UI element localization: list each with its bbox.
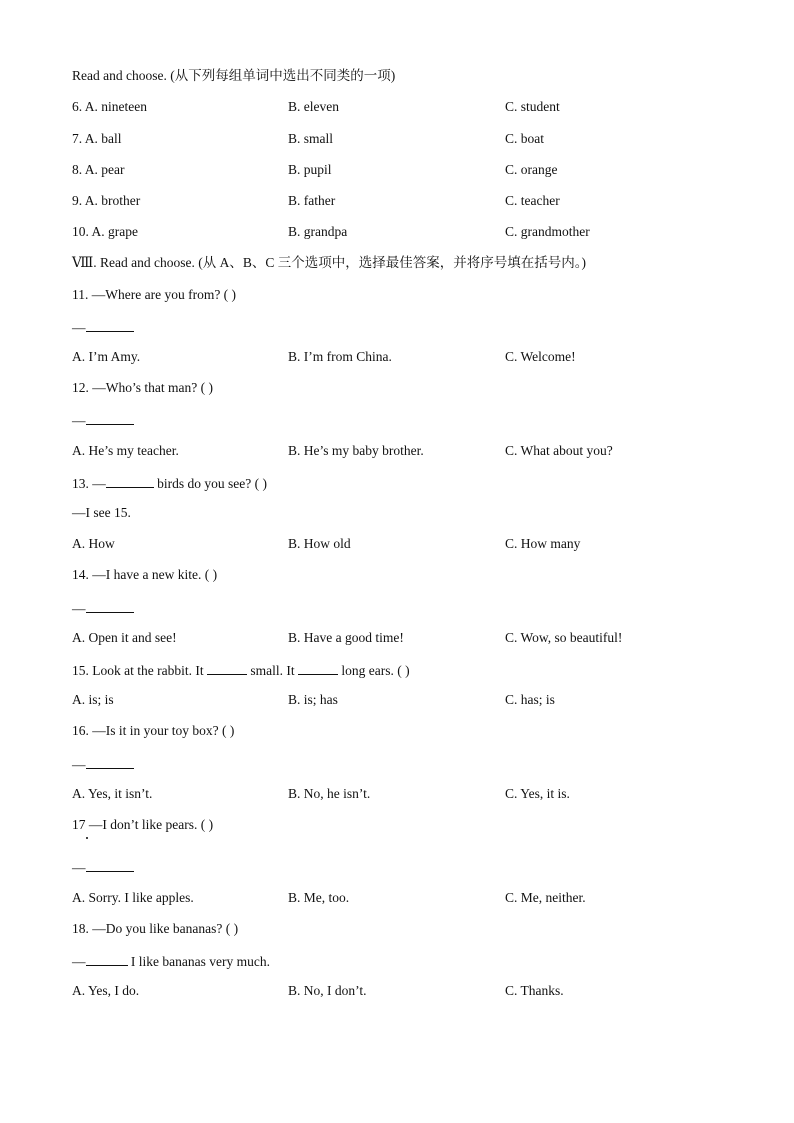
q15-option-b: B. is; has	[288, 692, 338, 707]
q7-option-b: B. small	[288, 131, 334, 146]
q11-option-c: C. Welcome!	[505, 349, 576, 364]
q13-answer-blank[interactable]	[106, 473, 154, 488]
q10-option-c: C. grandmother	[505, 224, 590, 239]
q15-blank-1[interactable]	[207, 660, 247, 675]
question-14-options	[0, 629, 794, 647]
q12-stem: 12. —Who’s that man? ( )	[72, 380, 213, 395]
q18-option-b: B. No, I don’t.	[288, 983, 367, 998]
q14-option-b: B. Have a good time!	[288, 630, 404, 645]
q15-stem	[72, 660, 410, 680]
q12-option-b: B. He’s my baby brother.	[288, 443, 424, 458]
q10-option-b: B. grandpa	[288, 224, 348, 239]
q11-answer-blank[interactable]	[86, 317, 134, 332]
q12-reply	[72, 410, 134, 430]
q14-option-a: A. Open it and see!	[72, 630, 177, 645]
q17-option-b: B. Me, too.	[288, 890, 350, 905]
q11-reply	[72, 317, 134, 337]
question-17-options	[0, 889, 794, 907]
q6-option-b: B. eleven	[288, 99, 339, 114]
q13-stem-post: birds do you see? ( )	[153, 476, 267, 491]
question-11-options	[0, 348, 794, 366]
q18-stem: 18. —Do you like bananas? ( )	[72, 921, 239, 936]
q18-reply-post: I like bananas very much.	[127, 954, 270, 969]
q11-reply-dash: —	[72, 320, 86, 335]
question-8-options	[0, 161, 794, 179]
q18-reply	[72, 951, 270, 971]
q12-option-c: C. What about you?	[505, 443, 613, 458]
q12-option-a: A. He’s my teacher.	[72, 443, 179, 458]
q7-option-c: C. boat	[505, 131, 544, 146]
q15-blank-2[interactable]	[298, 660, 338, 675]
q15-option-c: C. has; is	[505, 692, 555, 707]
q12-answer-blank[interactable]	[86, 410, 134, 425]
q17-reply	[72, 857, 134, 877]
q16-reply-dash: —	[72, 757, 86, 772]
q17-reply-dash: —	[72, 860, 86, 875]
q17-stem: 17 —I don’t like pears. ( )	[72, 817, 214, 832]
q16-answer-blank[interactable]	[86, 754, 134, 769]
q15-stem-pre: 15. Look at the rabbit. It	[72, 663, 207, 678]
section-heading-read-choose: Read and choose. (从下列每组单词中选出不同类的一项)	[72, 68, 396, 83]
q8-option-a: 8. A. pear	[72, 162, 125, 177]
q15-option-a: A. is; is	[72, 692, 114, 707]
stray-dot-mark	[86, 837, 88, 839]
q16-option-b: B. No, he isn’t.	[288, 786, 371, 801]
question-6-options	[0, 98, 794, 116]
q17-option-c: C. Me, neither.	[505, 890, 586, 905]
q17-option-a: A. Sorry. I like apples.	[72, 890, 194, 905]
q16-option-c: C. Yes, it is.	[505, 786, 570, 801]
question-15-options	[0, 691, 794, 709]
section-heading-viii: Ⅷ. Read and choose. (从 A、B、C 三个选项中，选择最佳答案，并将序号填在括号内。)	[72, 255, 586, 270]
q13-option-b: B. How old	[288, 536, 351, 551]
q6-option-a: 6. A. nineteen	[72, 99, 147, 114]
q13-stem	[72, 473, 267, 493]
q16-stem: 16. —Is it in your toy box? ( )	[72, 723, 235, 738]
q18-answer-blank[interactable]	[86, 951, 128, 966]
q18-option-c: C. Thanks.	[505, 983, 564, 998]
q10-option-a: 10. A. grape	[72, 224, 138, 239]
question-9-options	[0, 192, 794, 210]
q14-reply-dash: —	[72, 601, 86, 616]
q11-stem: 11. —Where are you from? ( )	[72, 287, 237, 302]
q15-stem-post: long ears. ( )	[337, 663, 410, 678]
question-7-options	[0, 130, 794, 148]
q15-stem-mid: small. It	[246, 663, 298, 678]
q9-option-c: C. teacher	[505, 193, 560, 208]
q8-option-b: B. pupil	[288, 162, 332, 177]
q8-option-c: C. orange	[505, 162, 558, 177]
question-16-options	[0, 785, 794, 803]
q11-option-b: B. I’m from China.	[288, 349, 392, 364]
q9-option-a: 9. A. brother	[72, 193, 141, 208]
q13-reply: —I see 15.	[72, 505, 131, 520]
q16-option-a: A. Yes, it isn’t.	[72, 786, 153, 801]
q14-stem: 14. —I have a new kite. ( )	[72, 567, 218, 582]
q6-option-c: C. student	[505, 99, 560, 114]
q14-option-c: C. Wow, so beautiful!	[505, 630, 623, 645]
q11-option-a: A. I’m Amy.	[72, 349, 141, 364]
q13-option-a: A. How	[72, 536, 115, 551]
q9-option-b: B. father	[288, 193, 336, 208]
question-18-options	[0, 982, 794, 1000]
q13-stem-pre: 13. —	[72, 476, 106, 491]
q13-option-c: C. How many	[505, 536, 581, 551]
question-10-options	[0, 223, 794, 241]
question-13-options	[0, 535, 794, 553]
q18-reply-dash: —	[72, 954, 86, 969]
question-12-options	[0, 442, 794, 460]
q18-option-a: A. Yes, I do.	[72, 983, 140, 998]
q14-answer-blank[interactable]	[86, 598, 134, 613]
q16-reply	[72, 754, 134, 774]
q17-answer-blank[interactable]	[86, 857, 134, 872]
q12-reply-dash: —	[72, 413, 86, 428]
q14-reply	[72, 598, 134, 618]
q7-option-a: 7. A. ball	[72, 131, 122, 146]
